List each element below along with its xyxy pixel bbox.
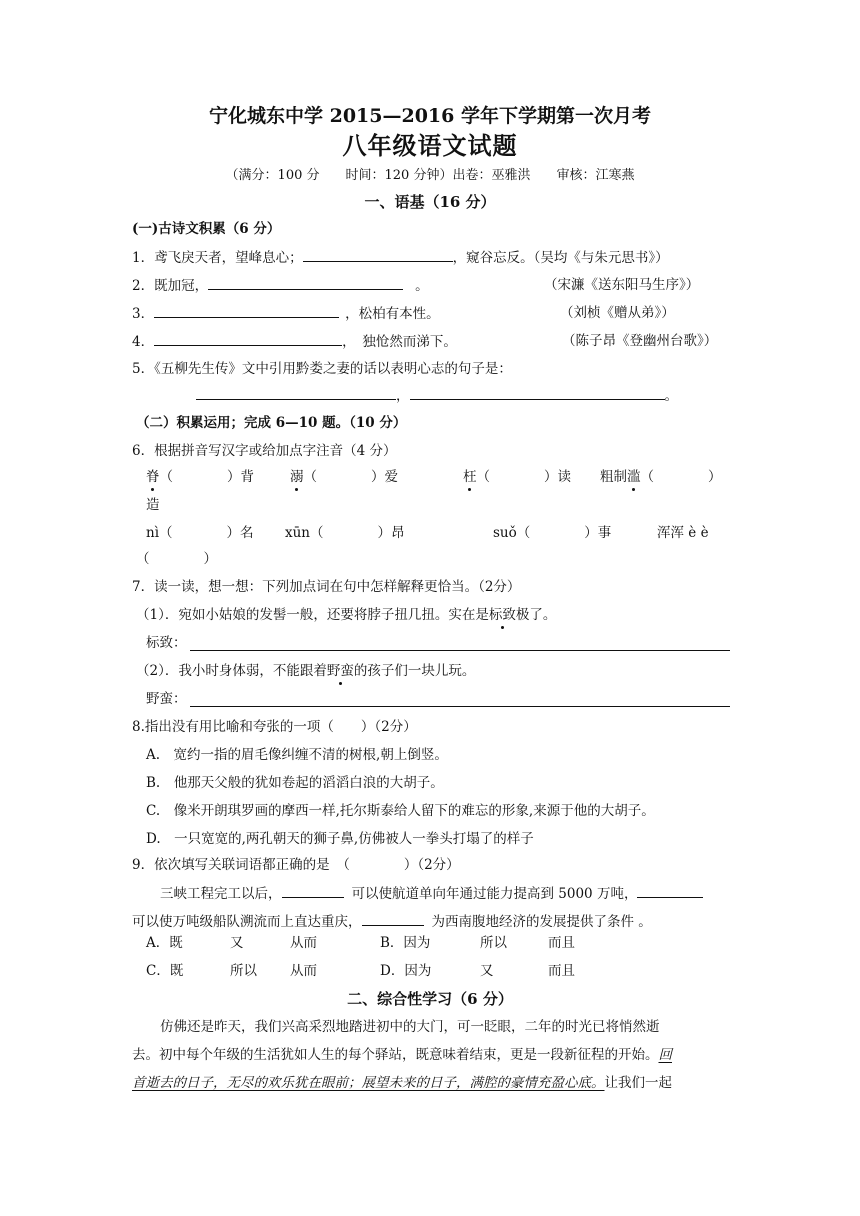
pinyin-item bbox=[290, 467, 398, 487]
comma: ， bbox=[396, 388, 410, 404]
q9-option: 又 bbox=[480, 963, 494, 979]
answer-blank[interactable] bbox=[196, 385, 396, 400]
q9-option: D．因为 bbox=[380, 963, 432, 979]
answer-line[interactable] bbox=[190, 706, 730, 707]
question-9-passage-1 bbox=[160, 883, 703, 904]
answer-blank[interactable] bbox=[303, 247, 453, 262]
q9-option: 又 bbox=[230, 935, 244, 951]
question-4-number: 4． bbox=[132, 334, 155, 350]
answer-blank[interactable] bbox=[208, 275, 403, 290]
answer-blank[interactable] bbox=[154, 331, 342, 346]
question-7: 7．读一读，想一想：下列加点词在句中怎样解释更恰当。（2分） bbox=[132, 579, 521, 595]
exam-title: 宁化城东中学 2015—2016 学年下学期第一次月考 bbox=[209, 105, 651, 127]
q9-option: 所以 bbox=[480, 935, 507, 951]
dotted-char: 滥 bbox=[627, 469, 641, 485]
option-d: D. 一只宽宽的,两孔朝天的狮子鼻,仿佛被人一拳头打塌了的样子 bbox=[146, 831, 534, 847]
question-4-text: ， 独怆然而涕下。 bbox=[342, 334, 457, 350]
pinyin-item: 浑浑 è è bbox=[657, 525, 709, 541]
q9-option: C．既 bbox=[146, 963, 184, 979]
passage-text: 三峡工程完工以后， bbox=[160, 886, 282, 902]
underlined-text: 回 bbox=[658, 1047, 672, 1063]
question-1-source: ，窥谷忘反。（吴均《与朱元思书》） bbox=[452, 250, 669, 266]
paragraph-line-2 bbox=[132, 1045, 672, 1065]
sentence-text: （1）．宛如小姑娘的发髻一般，还要将脖子扭几扭。实在是 bbox=[136, 607, 489, 623]
pinyin-item: xūn（ ）昂 bbox=[285, 525, 405, 541]
word-prefix: 粗制 bbox=[600, 469, 627, 485]
pinyin-item bbox=[463, 467, 571, 487]
question-2-text: 2．既加冠， bbox=[132, 278, 209, 294]
question-4 bbox=[132, 331, 457, 352]
underlined-text: 首逝去的日子，无尽的欢乐犹在眼前；展望未来的日子，满腔的豪情充盈心底。 bbox=[132, 1075, 605, 1091]
dotted-char: 溺 bbox=[290, 469, 304, 485]
question-1-text: 1．鸢飞戾天者，望峰息心； bbox=[132, 250, 303, 266]
question-3-source: （刘桢《赠从弟》） bbox=[560, 305, 675, 321]
pinyin-wrap-paren: （ ） bbox=[136, 551, 217, 567]
answer-paren: （ ）爱 bbox=[303, 469, 398, 485]
q9-option: 从而 bbox=[290, 935, 317, 951]
dotted-word bbox=[489, 607, 516, 623]
answer-blank[interactable] bbox=[362, 911, 424, 926]
q9-option: B．因为 bbox=[380, 935, 431, 951]
answer-blank[interactable] bbox=[410, 385, 665, 400]
part-1-title: (一)古诗文积累（6 分） bbox=[132, 221, 281, 237]
paragraph-line-3 bbox=[132, 1073, 672, 1093]
question-8: 8.指出没有用比喻和夸张的一项（ ）（2分） bbox=[132, 719, 417, 735]
sentence-text: （2）．我小时身体弱，不能跟着 bbox=[136, 663, 327, 679]
section-1-title: 一、语基（16 分） bbox=[364, 193, 496, 211]
dotted-char: 标致 bbox=[488, 607, 516, 623]
question-2-source: （宋濂《送东阳马生序》） bbox=[544, 277, 700, 293]
dotted-char: 脊 bbox=[146, 469, 160, 485]
q9-option: 所以 bbox=[230, 963, 257, 979]
question-6: 6．根据拼音写汉字或给加点字注音（4 分） bbox=[132, 443, 397, 459]
answer-paren: （ ）读 bbox=[476, 469, 571, 485]
question-7-2 bbox=[136, 661, 475, 681]
answer-paren: （ ）背 bbox=[159, 469, 254, 485]
sentence-end: 极了。 bbox=[515, 607, 557, 623]
pinyin-item: suǒ（ ）事 bbox=[493, 525, 612, 541]
question-3-text: ，松柏有本性。 bbox=[345, 306, 440, 322]
answer-paren: （ ） bbox=[640, 469, 722, 485]
option-c: C. 像米开朗琪罗画的摩西一样,托尔斯泰给人留下的难忘的形象,来源于他的大胡子。 bbox=[146, 803, 655, 819]
pinyin-item bbox=[146, 467, 254, 487]
pinyin-item bbox=[600, 467, 722, 487]
dotted-char: 野蛮 bbox=[326, 663, 354, 679]
question-9-passage-2 bbox=[132, 911, 652, 932]
question-3 bbox=[132, 303, 440, 324]
passage-text: 为西南腹地经济的发展提供了条件 。 bbox=[431, 914, 652, 930]
q9-option: 从而 bbox=[290, 963, 317, 979]
part-2-title: （二）积累运用；完成 6—10 题。（10 分） bbox=[136, 415, 407, 431]
pinyin-wrap-char: 造 bbox=[146, 497, 160, 513]
passage-text: 可以使万吨级船队溯流而上直达重庆， bbox=[132, 914, 362, 930]
passage-text: 可以使航道单向年通过能力提高到 5000 万吨， bbox=[351, 886, 638, 902]
question-5: 5．《五柳先生传》文中引用黔娄之妻的话以表明心志的句子是： bbox=[132, 361, 512, 377]
answer-blank[interactable] bbox=[282, 883, 344, 898]
paragraph-line-1: 仿佛还是昨天，我们兴高采烈地踏进初中的大门，可一眨眼，二年的时光已将悄然逝 bbox=[160, 1019, 660, 1035]
option-b: B. 他那天父般的犹如卷起的滔滔白浪的大胡子。 bbox=[146, 775, 444, 791]
question-5-answer bbox=[196, 385, 678, 406]
sentence-end: 的孩子们一块儿玩。 bbox=[353, 663, 476, 679]
dotted-char: 枉 bbox=[463, 469, 477, 485]
section-2-title: 二、综合性学习（6 分） bbox=[347, 990, 513, 1008]
answer-blank[interactable] bbox=[154, 303, 339, 318]
exam-subtitle: 八年级语文试题 bbox=[342, 131, 518, 160]
question-1 bbox=[132, 247, 669, 268]
option-a: A. 宽约一指的眉毛像纠缠不清的树根,朝上倒竖。 bbox=[146, 747, 448, 763]
question-7-1 bbox=[136, 605, 556, 625]
answer-blank[interactable] bbox=[637, 883, 703, 898]
q9-option: 而且 bbox=[548, 935, 575, 951]
q9-option: A．既 bbox=[146, 935, 183, 951]
answer-line[interactable] bbox=[190, 650, 730, 651]
question-7-2-label: 野蛮： bbox=[146, 691, 187, 707]
pinyin-item: nì（ ）名 bbox=[146, 525, 254, 541]
question-2 bbox=[132, 275, 429, 296]
q9-option: 而且 bbox=[548, 963, 575, 979]
question-7-1-label: 标致： bbox=[146, 635, 187, 651]
question-3-number: 3． bbox=[132, 306, 155, 322]
question-9: 9．依次填写关联词语都正确的是 （ ）（2分） bbox=[132, 857, 460, 873]
paragraph-text: 让我们一起 bbox=[604, 1075, 672, 1091]
question-4-source: （陈子昂《登幽州台歌》） bbox=[562, 333, 718, 349]
period: 。 bbox=[664, 388, 678, 404]
question-2-end: 。 bbox=[415, 278, 429, 294]
exam-info: （满分：100 分 时间：120 分钟）出卷：巫雅洪 审核：江寒燕 bbox=[225, 168, 635, 183]
paragraph-text: 去。初中每个年级的生活犹如人生的每个驿站，既意味着结束，更是一段新征程的开始。 bbox=[132, 1047, 659, 1063]
